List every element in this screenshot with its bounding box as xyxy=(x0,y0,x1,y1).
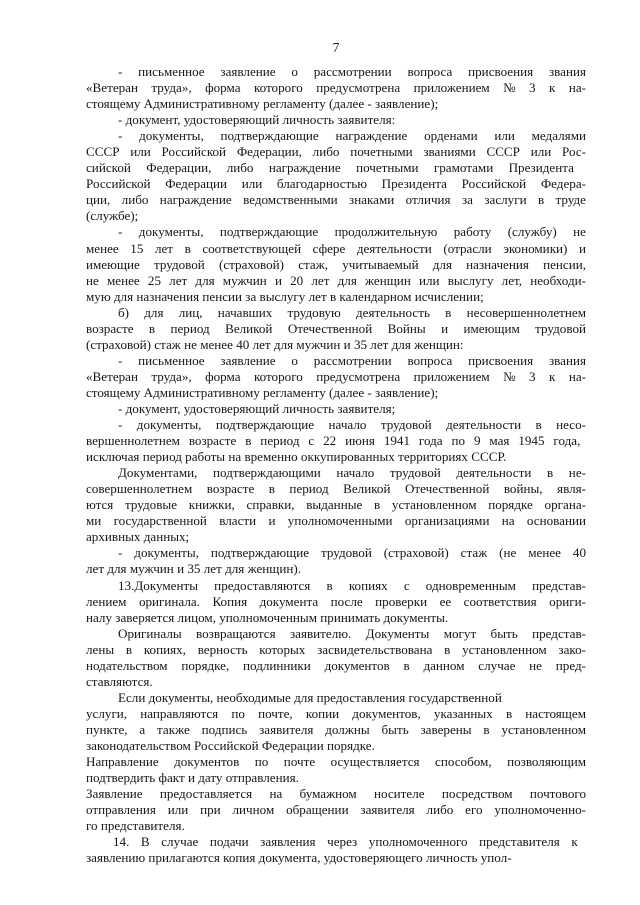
text-line: услуги, направляются по почте, копии документов, указанных в настоящем xyxy=(86,705,586,721)
document-page xyxy=(86,40,586,866)
text-line: го представителя. xyxy=(86,818,185,834)
text-line: «Ветеран труда», форма которого предусмотрена приложением № 3 к на- xyxy=(86,368,586,384)
document-body xyxy=(86,64,586,866)
text-line: исключая период работы на временно оккупированных территориях СССР. xyxy=(86,449,507,465)
text-line: отправления или при личном обращении заявителя либо его уполномоченно- xyxy=(86,802,586,818)
text-line: стоящему Административному регламенту (далее - заявление); xyxy=(86,96,439,112)
text-line: Оригиналы возвращаются заявителю. Документы могут быть представ- xyxy=(118,625,586,641)
text-line: сийской Федерации, либо награждение почетными грамотами Президента xyxy=(86,160,574,176)
text-line: ставляются. xyxy=(86,673,153,689)
text-line: налу заверяется лицом, уполномоченным принимать документы. xyxy=(86,609,449,625)
text-line: стоящему Административному регламенту (далее - заявление); xyxy=(86,384,439,400)
paragraph xyxy=(86,626,586,690)
page-number: 7 xyxy=(332,40,340,55)
text-line: возрасте в период Великой Отечественной Войны и имеющим трудовой xyxy=(86,320,586,336)
text-line: менее 15 лет в соответствующей сфере деятельности (отрасли экономики) и xyxy=(86,240,586,256)
text-line: не менее 25 лет для мужчин и 20 лет для женщин или выслугу лет, необходи- xyxy=(86,272,586,288)
text-line: Если документы, необходимые для предоставления государственной xyxy=(118,689,502,705)
text-line: - документы, подтверждающие начало трудовой деятельности в несо- xyxy=(118,417,586,433)
text-line: 13.Документы предоставляются в копиях с одновременным представ- xyxy=(118,577,586,593)
paragraph xyxy=(86,545,586,577)
paragraph xyxy=(86,578,586,626)
text-line: (страховой) стаж не менее 40 лет для мужчин и 35 лет для женщин: xyxy=(86,336,464,352)
text-line: (службе); xyxy=(86,208,139,224)
text-line: Документами, подтверждающими начало трудовой деятельности в не- xyxy=(118,465,586,481)
text-line: мую для назначения пенсии за выслугу лет в календарном исчислении; xyxy=(86,288,484,304)
paragraph xyxy=(86,353,586,401)
paragraph xyxy=(86,224,586,304)
text-line: ются трудовые книжки, справки, выданные в установленном порядке органа- xyxy=(86,497,586,513)
text-line: подтвердить факт и дату отправления. xyxy=(86,770,299,786)
text-line: 14. В случае подачи заявления через уполномоченного представителя к xyxy=(113,834,578,850)
text-line: - документы, подтверждающие продолжительную работу (службу) не xyxy=(118,224,586,240)
text-line: имеющие трудовой (страховой) стаж, учитываемый для назначения пенсии, xyxy=(86,256,586,272)
text-line: Заявление предоставляется на бумажном носителе посредством почтового xyxy=(86,786,586,802)
text-line: Направление документов по почте осуществляется способом, позволяющим xyxy=(86,754,586,770)
text-line: законодательством Российской Федерации порядке. xyxy=(86,737,375,753)
text-line: - документы, подтверждающие награждение орденами или медалями xyxy=(118,128,586,144)
text-line: вершеннолетнем возрасте в период с 22 июня 1941 года по 9 мая 1945 года, xyxy=(86,433,581,449)
text-line: СССР или Российской Федерации, либо почетными званиями СССР или Рос- xyxy=(86,144,586,160)
paragraph xyxy=(86,417,586,465)
text-line: совершеннолетнем возрасте в период Великой Отечественной войны, явля- xyxy=(86,481,586,497)
text-line: Российской Федерации или благодарностью Президента Российской Федера- xyxy=(86,176,586,192)
text-line: лет для мужчин и 35 лет для женщин). xyxy=(86,561,301,577)
text-line: «Ветеран труда», форма которого предусмотрена приложением № 3 к на- xyxy=(86,80,586,96)
paragraph xyxy=(86,834,586,866)
text-line: лены в копиях, верность которых засвидетельствована в установленном зако- xyxy=(86,641,586,657)
text-line: ции, либо награждение ведомственными знаками отличия за заслуги в труде xyxy=(86,192,586,208)
text-line: - документ, удостоверяющий личность заявителя: xyxy=(118,112,396,128)
paragraph xyxy=(86,64,586,112)
paragraph xyxy=(86,754,586,786)
paragraph xyxy=(86,690,586,754)
text-line: ми государственной власти и уполномоченными организациями на основании xyxy=(86,513,586,529)
paragraph xyxy=(86,401,586,417)
text-line: лением оригинала. Копия документа после проверки ее соответствия ориги- xyxy=(86,593,586,609)
text-line: - письменное заявление о рассмотрении вопроса присвоения звания xyxy=(118,64,586,79)
text-line: заявлению прилагаются копия документа, удостоверяющего личность упол- xyxy=(86,850,512,866)
text-line: нодательством порядке, подлинники документов в данном случае не пред- xyxy=(86,657,586,673)
paragraph xyxy=(86,305,586,353)
text-line: - документ, удостоверяющий личность заявителя; xyxy=(118,400,396,416)
text-line: пункте, а также подпись заявителя должны быть заверены в установленном xyxy=(86,721,586,737)
text-line: архивных данных; xyxy=(86,529,190,545)
paragraph xyxy=(86,112,586,128)
text-line: б) для лиц, начавших трудовую деятельность в несовершеннолетнем xyxy=(118,304,586,320)
text-line: - документы, подтверждающие трудовой (страховой) стаж (не менее 40 xyxy=(118,545,586,561)
text-line: - письменное заявление о рассмотрении вопроса присвоения звания xyxy=(118,352,586,368)
paragraph xyxy=(86,786,586,834)
paragraph xyxy=(86,465,586,545)
paragraph xyxy=(86,128,586,224)
